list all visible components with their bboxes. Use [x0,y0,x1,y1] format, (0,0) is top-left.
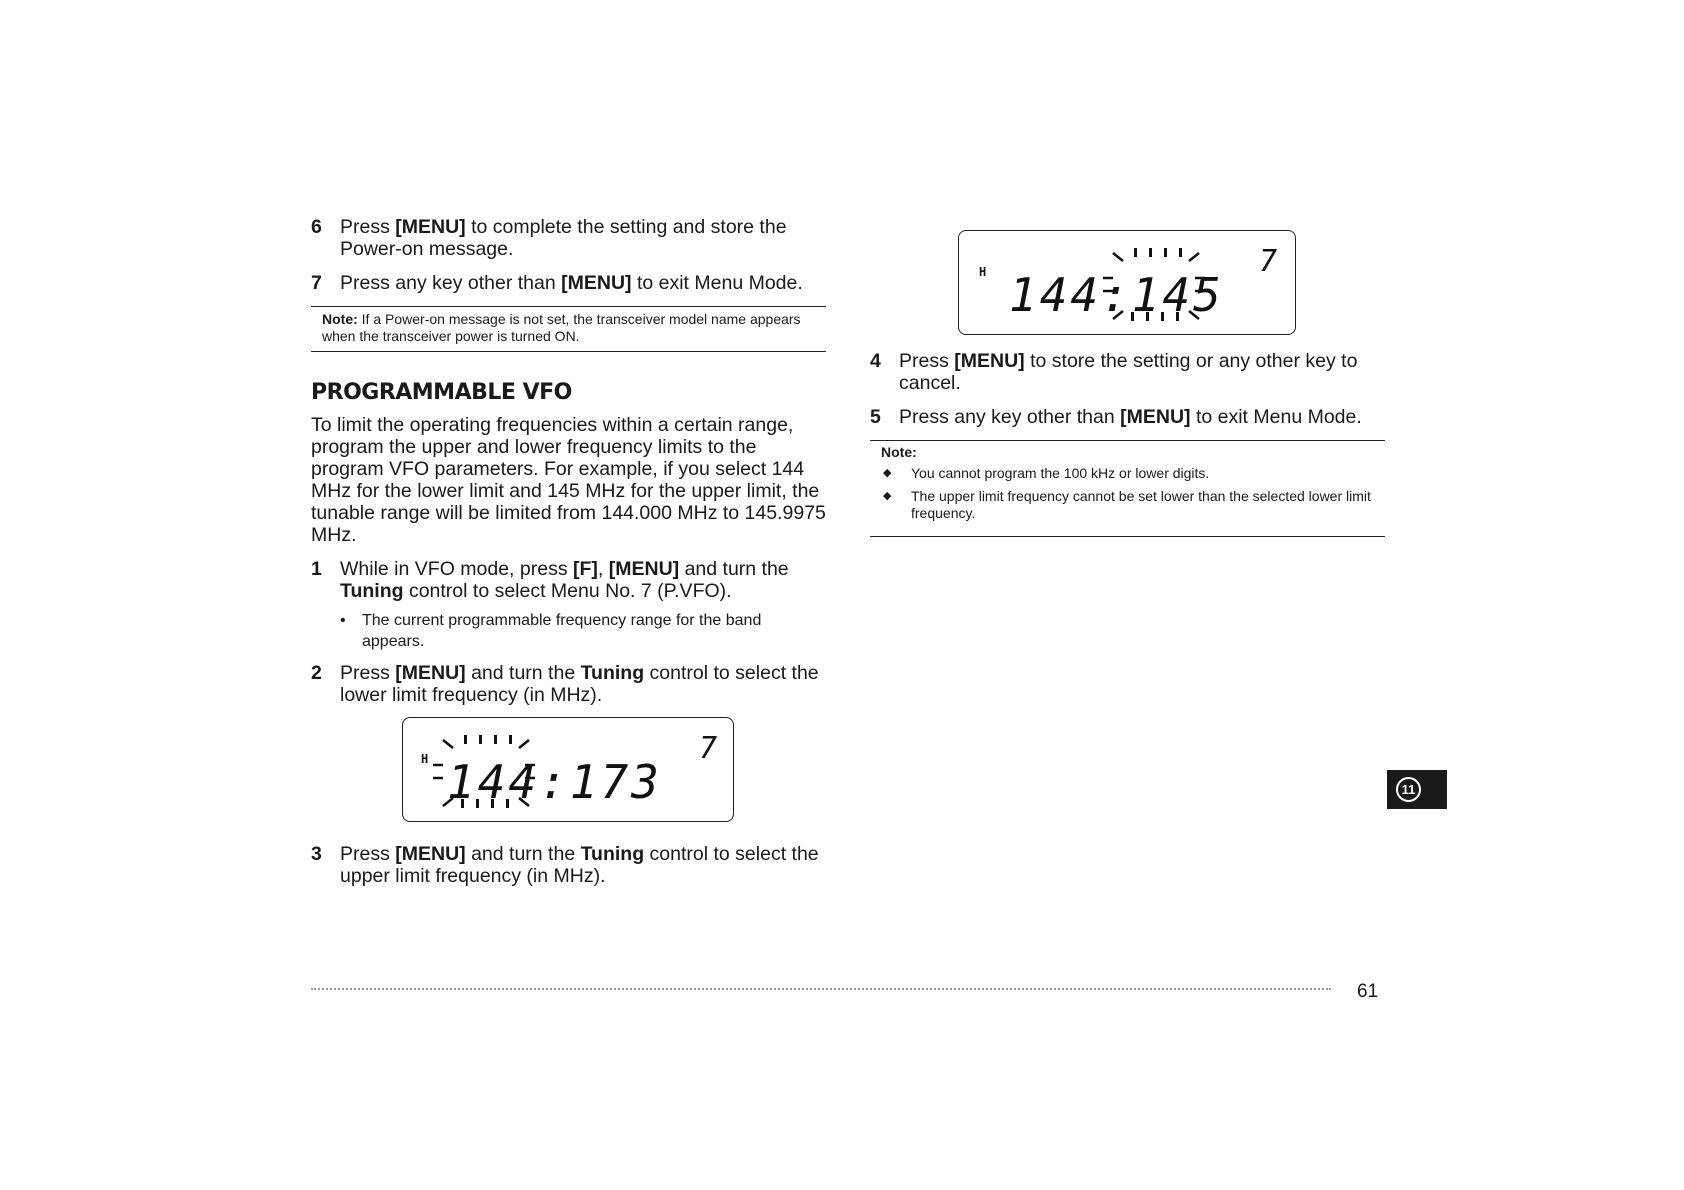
text-run: While in VFO mode, press [340,558,573,580]
menu-key: [MENU] [608,558,680,580]
step-text [899,406,1385,428]
text-run: to exit Menu Mode. [631,272,803,294]
note-item [881,488,1385,522]
text-run: and turn the [679,558,789,580]
step-text [340,272,826,294]
step-2 [311,662,826,706]
note-item-text: The upper limit frequency cannot be set lower than the selected lower limit frequency. [911,488,1371,521]
lcd-lower-graphic [403,718,733,821]
step-1-bullet [340,610,826,652]
lcd-upper-limit [958,230,1296,335]
step-6 [311,216,826,260]
lcd-lower-indicator: H [421,752,429,766]
step-text [340,558,826,602]
text-run: control to select the lower limit frequency (in MHz). [340,662,819,706]
text-run: to complete the setting and store the Power-on message. [340,216,787,260]
step-7 [311,272,826,294]
text-run: to store the setting or any other key to cancel. [899,350,1358,394]
step-3 [311,843,826,887]
step-3-block [311,843,826,899]
step-number: 1 [311,558,322,580]
step-number: 2 [311,662,322,684]
intro-paragraph: To limit the operating frequencies within a certain range, program the upper and lower frequency limits to the program VFO parameters. For example, if you select 144 MHz for the lower limit and 145 MHz for the upper limit, the tunable range will be limited from 144.000 MHz to 145.9975 MHz. [311,414,826,546]
vfo-note [870,440,1385,537]
note-item-text: You cannot program the 100 kHz or lower digits. [911,465,1210,481]
diamond-bullet-icon: ◆ [883,490,892,502]
text-run: Press [340,843,396,865]
bullet-icon: • [340,612,346,629]
lcd-upper-graphic [959,231,1295,334]
diamond-bullet-icon: ◆ [883,467,892,479]
menu-key: [MENU] [395,662,466,684]
chapter-tab [1387,770,1447,809]
text-run: Press any key other than [340,272,562,294]
power-on-note [311,306,826,352]
lcd-lower-menu-number: 7 [699,731,718,766]
right-column [870,350,1385,537]
note-label: Note: [322,311,358,327]
step-number: 7 [311,272,322,294]
text-run: to exit Menu Mode. [1190,406,1362,428]
step-1 [311,558,826,602]
menu-key: [MENU] [561,272,632,294]
section-heading: PROGRAMMABLE VFO [311,380,572,405]
note-text [322,311,826,345]
text-run: Press [340,662,396,684]
lcd-upper-indicator: H [979,265,987,279]
lcd-upper-menu-number: 7 [1259,244,1278,279]
step-text [899,350,1385,394]
note-label: Note: [881,444,917,460]
chapter-number-badge: 11 [1396,777,1421,802]
step-number: 3 [311,843,322,865]
step-number: 5 [870,406,881,428]
text-run: and turn the [465,843,581,865]
step-number: 4 [870,350,881,372]
menu-key: [MENU] [1120,406,1191,428]
tuning-control: Tuning [340,580,404,602]
menu-key: [MENU] [954,350,1025,372]
text-run: Press any key other than [899,406,1121,428]
footer-rule [311,988,1331,990]
step-text [340,216,826,260]
lcd-upper-digits: 144:145 [1009,268,1224,322]
tuning-control: Tuning [580,843,645,865]
text-run: , [597,558,609,580]
bullet-text: The current programmable frequency range for the band appears. [362,612,762,650]
text-run: Press [899,350,955,372]
menu-key: [MENU] [395,216,466,238]
page-number: 61 [1357,981,1379,1002]
step-5 [870,406,1385,428]
left-column [311,216,826,718]
lcd-lower-digits: 144:173 [447,755,662,809]
note-body: If a Power-on message is not set, the transceiver model name appears when the transceiver power is turned ON. [322,311,801,344]
step-text [340,662,826,706]
text-run: Press [340,216,396,238]
note-item [881,465,1385,482]
text-run: and turn the [465,662,581,684]
menu-key: [MENU] [395,843,466,865]
step-4 [870,350,1385,394]
step-number: 6 [311,216,322,238]
tuning-control: Tuning [580,662,645,684]
text-run: control to select the upper limit frequency (in MHz). [340,843,819,887]
step-text [340,843,826,887]
text-run: control to select Menu No. 7 (P.VFO). [403,580,732,602]
lcd-lower-limit [402,717,734,822]
f-key: [F] [573,558,598,580]
